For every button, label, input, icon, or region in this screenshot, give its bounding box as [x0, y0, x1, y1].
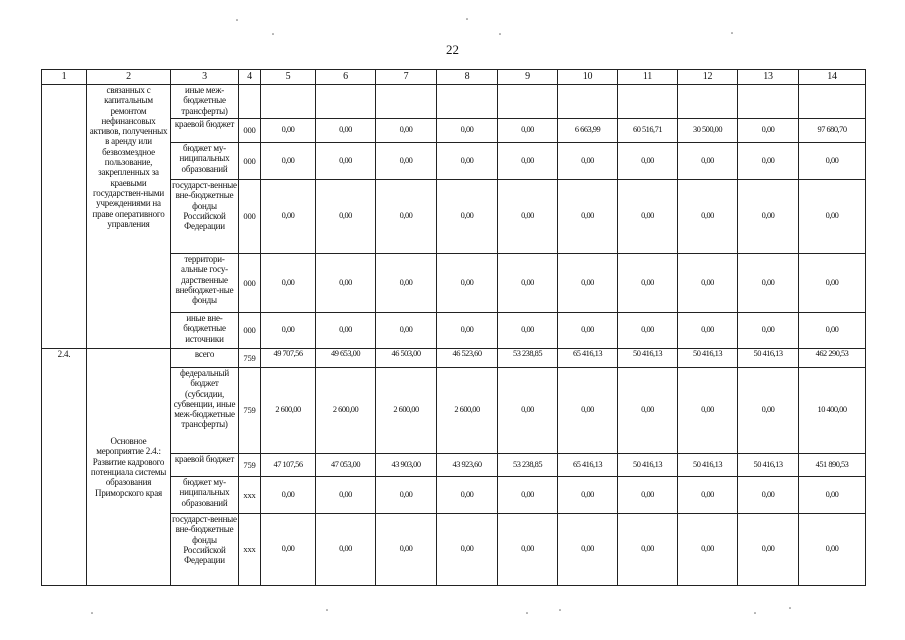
value-cell: 0,00	[376, 143, 437, 180]
value-cell: 0,00	[261, 119, 316, 143]
budget-code: 000	[239, 254, 261, 313]
item-number: 2.4.	[42, 349, 87, 586]
value-cell: 0,00	[376, 514, 437, 586]
value-cell: 0,00	[261, 313, 316, 349]
value-cell: 60 516,71	[618, 119, 678, 143]
value-cell: 0,00	[498, 143, 558, 180]
value-cell: 10 400,00	[799, 368, 866, 454]
header-cell: 7	[376, 70, 437, 85]
header-cell: 14	[799, 70, 866, 85]
value-cell: 0,00	[799, 477, 866, 514]
value-cell: 0,00	[678, 477, 738, 514]
value-cell: 0,00	[498, 368, 558, 454]
funding-source: краевой бюджет	[171, 119, 239, 143]
value-cell: 97 680,70	[799, 119, 866, 143]
value-cell: 0,00	[558, 514, 618, 586]
funding-source: всего	[171, 349, 239, 368]
value-cell: 0,00	[738, 254, 799, 313]
item-description: Основное мероприятие 2.4.: Развитие кадрового потенциала системы образования Приморского края	[87, 349, 171, 586]
value-cell: 0,00	[558, 143, 618, 180]
value-cell: 0,00	[678, 514, 738, 586]
header-cell: 12	[678, 70, 738, 85]
value-cell: 0,00	[678, 313, 738, 349]
value-cell: 0,00	[498, 180, 558, 254]
budget-code: 759	[239, 349, 261, 368]
value-cell: 0,00	[437, 477, 498, 514]
value-cell: 0,00	[618, 477, 678, 514]
funding-source: федеральный бюджет (субсидии, субвенции, иные меж-бюджетные трансферты)	[171, 368, 239, 454]
value-cell: 0,00	[558, 368, 618, 454]
value-cell: 0,00	[376, 477, 437, 514]
value-cell: 0,00	[799, 254, 866, 313]
value-cell: 50 416,13	[738, 454, 799, 477]
value-cell: 0,00	[498, 254, 558, 313]
value-cell: 0,00	[498, 313, 558, 349]
budget-code: xxx	[239, 514, 261, 586]
budget-code: 000	[239, 119, 261, 143]
value-cell: 0,00	[738, 180, 799, 254]
value-cell: 0,00	[261, 180, 316, 254]
value-cell: 0,00	[799, 514, 866, 586]
funding-source: государст-венные вне-бюджетные фонды Российской Федерации	[171, 180, 239, 254]
value-cell: 0,00	[261, 514, 316, 586]
value-cell: 0,00	[437, 143, 498, 180]
value-cell: 49 707,56	[261, 349, 316, 368]
funding-source: иные вне-бюджетные источники	[171, 313, 239, 349]
value-cell: 53 238,85	[498, 349, 558, 368]
value-cell: 0,00	[437, 180, 498, 254]
value-cell: 0,00	[618, 368, 678, 454]
value-cell: 0,00	[316, 143, 376, 180]
header-cell: 9	[498, 70, 558, 85]
value-cell: 0,00	[678, 368, 738, 454]
header-cell: 10	[558, 70, 618, 85]
value-cell: 0,00	[558, 180, 618, 254]
value-cell: 0,00	[558, 254, 618, 313]
budget-code: 000	[239, 143, 261, 180]
header-cell: 3	[171, 70, 239, 85]
funding-source: государст-венные вне-бюджетные фонды Российской Федерации	[171, 514, 239, 586]
budget-code: 759	[239, 368, 261, 454]
header-cell: 8	[437, 70, 498, 85]
value-cell: 0,00	[738, 313, 799, 349]
funding-source: территори-альные госу-дарственные внебюджет-ные фонды	[171, 254, 239, 313]
value-cell: 0,00	[498, 514, 558, 586]
value-cell: 0,00	[316, 313, 376, 349]
header-cell: 6	[316, 70, 376, 85]
value-cell: 0,00	[618, 313, 678, 349]
value-cell: 2 600,00	[437, 368, 498, 454]
funding-source: иные меж-бюджетные трансферты)	[171, 85, 239, 119]
value-cell: 53 238,85	[498, 454, 558, 477]
value-cell: 50 416,13	[678, 454, 738, 477]
budget-code: 000	[239, 180, 261, 254]
value-cell: 0,00	[618, 254, 678, 313]
item-description: связанных с капитальным ремонтом нефинансовых активов, полученных в аренду или безвозмездное пользование, закрепленных за краевыми государствен-ными учреждениями на праве оперативного управления	[87, 85, 171, 349]
value-cell: 0,00	[316, 254, 376, 313]
funding-source: бюджет му-ниципальных образований	[171, 477, 239, 514]
header-cell: 13	[738, 70, 799, 85]
value-cell: 0,00	[618, 180, 678, 254]
value-cell: 0,00	[738, 368, 799, 454]
value-cell: 0,00	[261, 254, 316, 313]
header-cell: 11	[618, 70, 678, 85]
value-cell: 65 416,13	[558, 349, 618, 368]
value-cell: 0,00	[316, 180, 376, 254]
budget-code: xxx	[239, 477, 261, 514]
value-cell: 0,00	[376, 180, 437, 254]
value-cell: 0,00	[376, 254, 437, 313]
value-cell: 0,00	[738, 143, 799, 180]
value-cell: 0,00	[738, 119, 799, 143]
value-cell: 49 653,00	[316, 349, 376, 368]
value-cell: 0,00	[558, 313, 618, 349]
value-cell: 0,00	[618, 514, 678, 586]
value-cell: 47 053,00	[316, 454, 376, 477]
value-cell: 0,00	[261, 143, 316, 180]
value-cell: 0,00	[738, 514, 799, 586]
value-cell: 0,00	[316, 119, 376, 143]
value-cell: 0,00	[316, 514, 376, 586]
value-cell: 0,00	[498, 477, 558, 514]
value-cell: 0,00	[678, 254, 738, 313]
value-cell: 451 890,53	[799, 454, 866, 477]
value-cell: 50 416,13	[618, 349, 678, 368]
value-cell: 30 500,00	[678, 119, 738, 143]
value-cell: 2 600,00	[316, 368, 376, 454]
value-cell: 2 600,00	[376, 368, 437, 454]
value-cell: 0,00	[799, 180, 866, 254]
value-cell: 0,00	[678, 180, 738, 254]
value-cell: 0,00	[738, 477, 799, 514]
header-cell: 4	[239, 70, 261, 85]
value-cell: 50 416,13	[678, 349, 738, 368]
value-cell: 2 600,00	[261, 368, 316, 454]
value-cell: 46 523,60	[437, 349, 498, 368]
value-cell: 43 923,60	[437, 454, 498, 477]
value-cell: 46 503,00	[376, 349, 437, 368]
value-cell: 0,00	[316, 477, 376, 514]
value-cell: 0,00	[678, 143, 738, 180]
value-cell: 50 416,13	[738, 349, 799, 368]
value-cell: 50 416,13	[618, 454, 678, 477]
value-cell: 0,00	[376, 119, 437, 143]
value-cell: 0,00	[498, 119, 558, 143]
header-cell: 2	[87, 70, 171, 85]
value-cell: 43 903,00	[376, 454, 437, 477]
funding-source: бюджет му-ниципальных образований	[171, 143, 239, 180]
value-cell: 0,00	[437, 313, 498, 349]
header-cell: 1	[42, 70, 87, 85]
header-cell: 5	[261, 70, 316, 85]
value-cell: 0,00	[261, 477, 316, 514]
value-cell: 0,00	[618, 143, 678, 180]
value-cell: 462 290,53	[799, 349, 866, 368]
value-cell: 0,00	[799, 143, 866, 180]
funding-source: краевой бюджет	[171, 454, 239, 477]
value-cell: 0,00	[437, 514, 498, 586]
page-number: 22	[446, 42, 459, 57]
value-cell: 0,00	[558, 477, 618, 514]
value-cell: 0,00	[437, 254, 498, 313]
budget-code: 000	[239, 313, 261, 349]
value-cell: 0,00	[799, 313, 866, 349]
value-cell: 0,00	[437, 119, 498, 143]
value-cell: 6 663,99	[558, 119, 618, 143]
value-cell: 47 107,56	[261, 454, 316, 477]
budget-code: 759	[239, 454, 261, 477]
value-cell: 0,00	[376, 313, 437, 349]
value-cell: 65 416,13	[558, 454, 618, 477]
